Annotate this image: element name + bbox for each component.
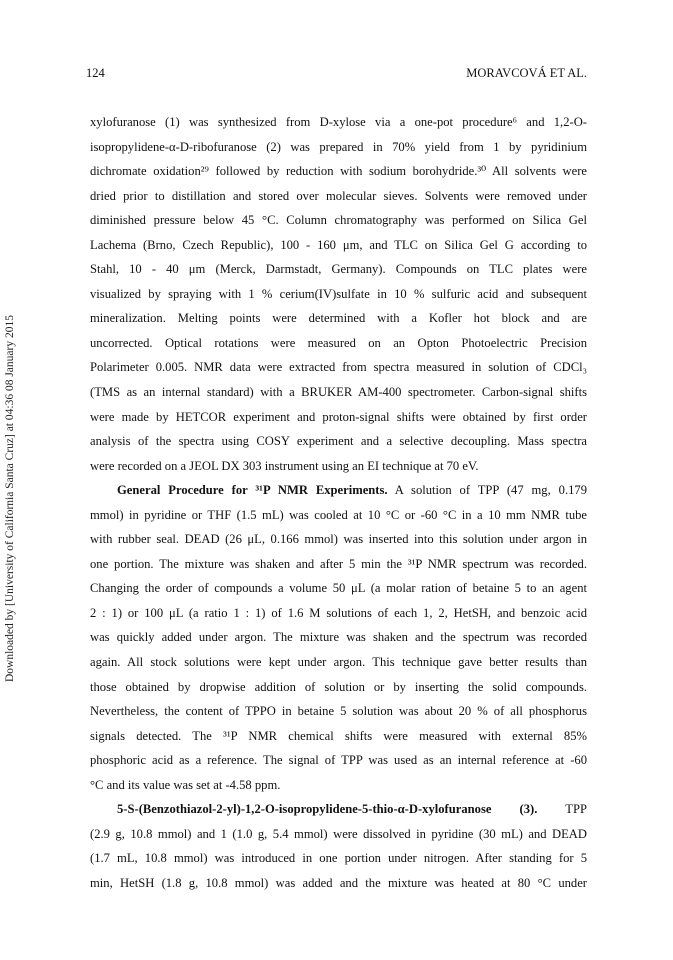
text-line: Stahl, 10 - 40 μm (Merck, Darmstadt, Germany). Compounds on TLC plates were — [90, 262, 587, 277]
page-number: 124 — [86, 66, 105, 80]
text-line: (1.7 mL, 10.8 mmol) was introduced in one portion under nitrogen. After standing for 5 — [90, 851, 587, 866]
text-line: signals detected. The ³¹P NMR chemical shifts were measured with external 85% — [90, 728, 587, 743]
text-line: (2.9 g, 10.8 mmol) and 1 (1.0 g, 5.4 mmol) were dissolved in pyridine (30 mL) and DEAD — [90, 826, 587, 841]
section-heading: General Procedure for ³¹P NMR Experiments. — [117, 483, 388, 498]
text-line: xylofuranose (1) was synthesized from D-xylose via a one-pot procedure⁶ and 1,2-O- — [90, 115, 587, 129]
text-line: was quickly added under argon. The mixture was shaken and the spectrum was recorded — [90, 630, 587, 645]
text-line: Polarimeter 0.005. NMR data were extracted from spectra measured in solution of CDCl₃ — [90, 360, 587, 375]
text-line: dried prior to distillation and stored over molecular sieves. Solvents were removed under — [90, 188, 587, 203]
text-line: phosphoric acid as a reference. The signal of TPP was used as an internal reference at -60 — [90, 753, 587, 768]
body-text — [90, 112, 587, 898]
page-header — [86, 66, 587, 84]
text-line: uncorrected. Optical rotations were measured on an Opton Photoelectric Precision — [90, 335, 587, 350]
download-watermark: Downloaded by [University of California Santa Cruz] at 04:36 08 January 2015 — [4, 315, 16, 682]
text-line: °C and its value was set at -4.58 ppm. — [90, 777, 281, 792]
text-line: were recorded on a JEOL DX 303 instrument using an EI technique at 70 eV. — [90, 458, 479, 473]
text-line: those obtained by dropwise addition of solution or by inserting the solid compounds. — [90, 679, 587, 694]
text-line: one portion. The mixture was shaken and after 5 min the ³¹P NMR spectrum was recorded. — [90, 556, 587, 571]
heading-continuation: TPP — [537, 802, 587, 817]
text-line: diminished pressure below 45 °C. Column chromatography was performed on Silica Gel — [90, 213, 587, 228]
text-line: Lachema (Brno, Czech Republic), 100 - 160 μm, and TLC on Silica Gel G according to — [90, 237, 587, 252]
text-line: min, HetSH (1.8 g, 10.8 mmol) was added and the mixture was heated at 80 °C under — [90, 875, 587, 890]
text-line: isopropylidene-α-D-ribofuranose (2) was prepared in 70% yield from 1 by pyridinium — [90, 139, 587, 154]
text-line: mineralization. Melting points were determined with a Kofler hot block and are — [90, 311, 587, 326]
running-head: MORAVCOVÁ ET AL. — [466, 66, 587, 80]
text-line: again. All stock solutions were kept under argon. This technique gave better results than — [90, 655, 587, 670]
text-line: visualized by spraying with 1 % cerium(IV)sulfate in 10 % sulfuric acid and subsequent — [90, 286, 587, 301]
section-heading-line — [90, 480, 587, 505]
text-line: 2 : 1) or 100 μL (a ratio 1 : 1) of 1.6 M solutions of each 1, 2, HetSH, and benzoic acid — [90, 605, 587, 620]
text-line: (TMS as an internal standard) with a BRUKER AM-400 spectrometer. Carbon-signal shifts — [90, 385, 587, 400]
section-heading-line — [90, 799, 587, 824]
text-line: analysis of the spectra using COSY experiment and a selective decoupling. Mass spectra — [90, 434, 587, 449]
text-line: with rubber seal. DEAD (26 μL, 0.166 mmol) was inserted into this solution under argon in — [90, 532, 587, 547]
text-line: dichromate oxidation²⁹ followed by reduction with sodium borohydride.³⁰ All solvents were — [90, 164, 587, 179]
text-line: mmol) in pyridine or THF (1.5 mL) was cooled at 10 °C or -60 °C in a 10 mm NMR tube — [90, 507, 587, 522]
text-line: Changing the order of compounds a volume 50 μL (a molar ration of betaine 5 to an agent — [90, 581, 587, 596]
section-heading: 5-S-(Benzothiazol-2-yl)-1,2-O-isopropylidene-5-thio-α-D-xylofuranose (3). — [117, 802, 538, 817]
text-line: Nevertheless, the content of TPPO in betaine 5 solution was about 20 % of all phosphorus — [90, 704, 587, 719]
text-line: were made by HETCOR experiment and proton-signal shifts were obtained by first order — [90, 409, 587, 424]
heading-continuation: A solution of TPP (47 mg, 0.179 — [387, 483, 587, 498]
